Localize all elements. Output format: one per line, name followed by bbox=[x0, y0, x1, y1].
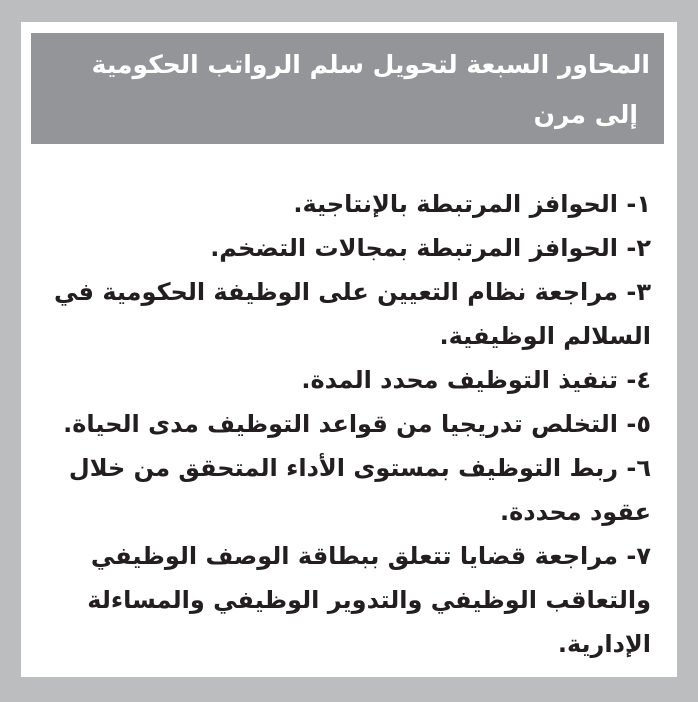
title-line-1: المحاور السبعة لتحويل سلم الرواتب الحكومية bbox=[91, 50, 650, 79]
list-item-4: ٤- تنفيذ التوظيف محدد المدة. bbox=[301, 366, 651, 394]
list-item-3: ٣- مراجعة نظام التعيين على الوظيفة الحكومية في السلالم الوظيفية. bbox=[53, 278, 651, 350]
list-item-7: ٧- مراجعة قضايا تتعلق ببطاقة الوصف الوظيفي والتعاقب الوظيفي والتدوير الوظيفي والمساءلة الإدارية. bbox=[87, 542, 651, 658]
axes-list bbox=[47, 182, 651, 666]
content-panel bbox=[21, 22, 677, 677]
list-item-2: ٢- الحوافز المرتبطة بمجالات التضخم. bbox=[210, 234, 651, 262]
list-item-1: ١- الحوافز المرتبطة بالإنتاجية. bbox=[293, 190, 651, 218]
title-line-2: إلى مرن bbox=[533, 100, 638, 129]
list-item-5: ٥- التخلص تدريجيا من قواعد التوظيف مدى الحياة. bbox=[63, 410, 651, 438]
list-item-6: ٦- ربط التوظيف بمستوى الأداء المتحقق من خلال عقود محددة. bbox=[68, 454, 651, 526]
title-banner bbox=[31, 33, 664, 144]
